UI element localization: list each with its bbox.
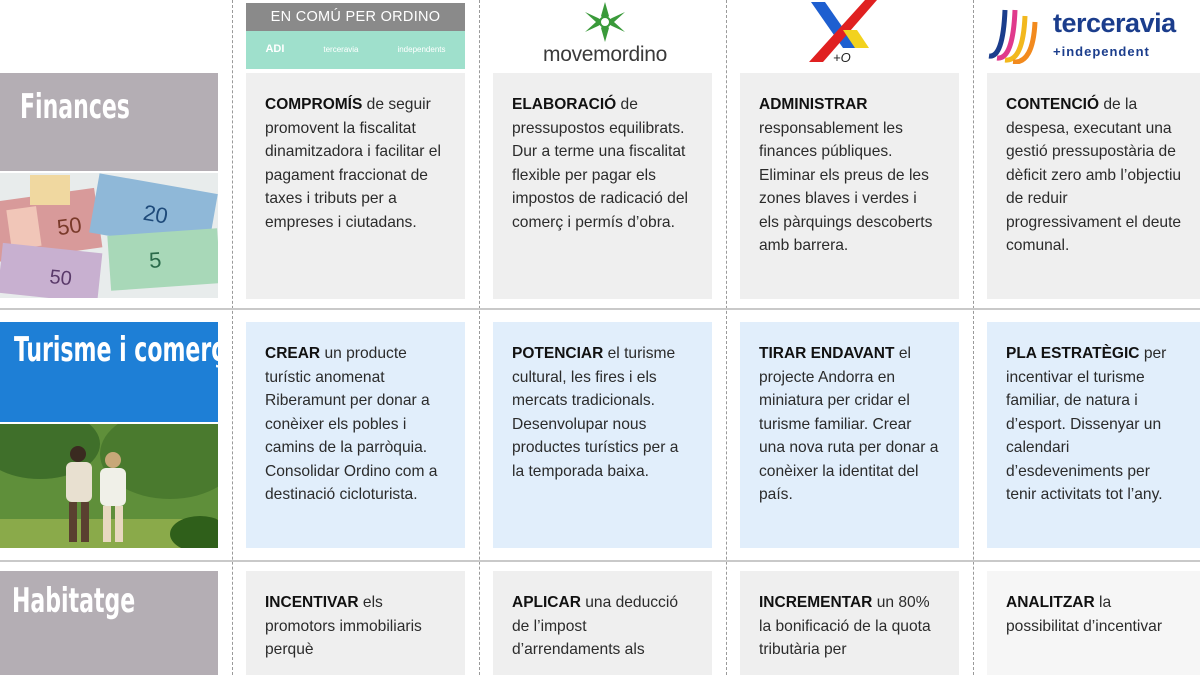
proposal-lead: POTENCIAR <box>512 345 604 362</box>
proposal-cell <box>987 73 1200 299</box>
column-divider <box>479 0 480 675</box>
proposal-cell <box>246 322 465 548</box>
proposal-lead: ELABORACIÓ <box>512 96 617 113</box>
proposal-lead: COMPROMÍS <box>265 96 363 113</box>
proposal-text: la possibilitat d’incentivar <box>1006 594 1163 635</box>
category-header-turisme <box>0 322 225 422</box>
svg-text:20: 20 <box>141 199 170 229</box>
banknotes-image <box>0 173 218 298</box>
proposal-text: per incentivar el turisme familiar, de natura i d’esport. Dissenyar un calendari d’esdeveniments per tenir activitats tot l’any. <box>1006 345 1167 503</box>
category-label: Habitatge <box>12 581 136 621</box>
party-logo-x <box>795 0 895 70</box>
proposal-cell <box>987 322 1200 548</box>
party-name: EN COMÚ PER ORDINO <box>246 3 465 31</box>
proposal-lead: CREAR <box>265 345 321 362</box>
proposal-lead: ADMINISTRAR <box>759 96 868 113</box>
column-divider <box>726 0 727 675</box>
svg-text:50: 50 <box>55 212 84 241</box>
proposal-text: una deducció de l’impost d’arrendaments als <box>512 594 678 658</box>
proposal-text: de la despesa, executant una gestió pressupostària de dèficit zero amb l’objectiu de reduir progressivament el deute comunal. <box>1006 96 1182 254</box>
proposal-text: el projecte Andorra en miniatura per cridar el turisme familiar. Crear una nova ruta per donar a conèixer la identitat del país. <box>759 345 939 503</box>
party-subname: +independent <box>1053 44 1150 59</box>
proposal-lead: INCREMENTAR <box>759 594 873 611</box>
flower-star-icon <box>580 0 630 44</box>
logo-subtext: +O <box>833 50 851 65</box>
svg-text:5: 5 <box>148 247 163 273</box>
money-photo <box>0 173 218 298</box>
proposal-text: responsablement les finances públiques. Eliminar els preus de les zones blaves i verdes i els pàrquings descoberts amb barrera. <box>759 119 933 254</box>
category-header-finances <box>0 73 218 171</box>
hikers-image <box>0 424 218 548</box>
proposal-lead: APLICAR <box>512 594 581 611</box>
category-label: Finances <box>20 87 130 127</box>
logo-text: terceravia <box>323 44 359 54</box>
party-name: movemordino <box>543 43 667 66</box>
proposal-cell <box>740 322 959 548</box>
proposal-lead: PLA ESTRATÈGIC <box>1006 345 1140 362</box>
proposal-lead: CONTENCIÓ <box>1006 96 1099 113</box>
proposal-cell <box>493 73 712 299</box>
proposal-text: de pressupostos equilibrats. Dur a terme una fiscalitat flexible per pagar els impostos de radicació del comerç i permís d’obra. <box>512 96 688 231</box>
row-separator <box>0 308 1200 310</box>
proposal-text: el turisme cultural, les fires i els mercats tradicionals. Desenvolupar nous productes turístics per a la temporada baixa. <box>512 345 679 480</box>
party-logo-movemordino <box>520 0 690 70</box>
row-separator <box>0 560 1200 562</box>
proposal-cell <box>493 571 712 675</box>
proposal-lead: ANALITZAR <box>1006 594 1095 611</box>
proposal-text: un 80% la bonificació de la quota tributària per <box>759 594 931 658</box>
proposal-cell <box>493 322 712 548</box>
proposal-cell <box>740 571 959 675</box>
stripes-icon <box>985 6 1041 64</box>
proposal-text: un producte turístic anomenat Riberamunt per donar a conèixer els pobles i camins de la parròquia. Consolidar Ordino com a destinació cicloturista. <box>265 345 438 503</box>
proposal-lead: TIRAR ENDAVANT <box>759 345 895 362</box>
svg-text:50: 50 <box>48 266 73 291</box>
hikers-photo <box>0 424 218 548</box>
party-logo-en-comu <box>246 3 465 69</box>
category-header-habitatge <box>0 571 218 675</box>
proposal-cell <box>246 73 465 299</box>
column-divider <box>973 0 974 675</box>
proposal-text: de seguir promovent la fiscalitat dinamitzadora i facilitar el pagament fraccionat de taxes i tributs per a empreses i ciutadans. <box>265 96 441 231</box>
proposal-cell <box>987 571 1200 675</box>
proposal-cell <box>740 73 959 299</box>
logo-text: independents <box>397 44 446 54</box>
party-logo-terceravia <box>985 6 1200 68</box>
logo-text: ADI <box>265 43 285 55</box>
proposal-lead: INCENTIVAR <box>265 594 359 611</box>
party-name: terceravia <box>1053 8 1176 38</box>
category-label: Turisme i comerç <box>14 330 225 370</box>
proposal-cell <box>246 571 465 675</box>
proposal-text: els promotors immobiliaris perquè <box>265 594 422 658</box>
